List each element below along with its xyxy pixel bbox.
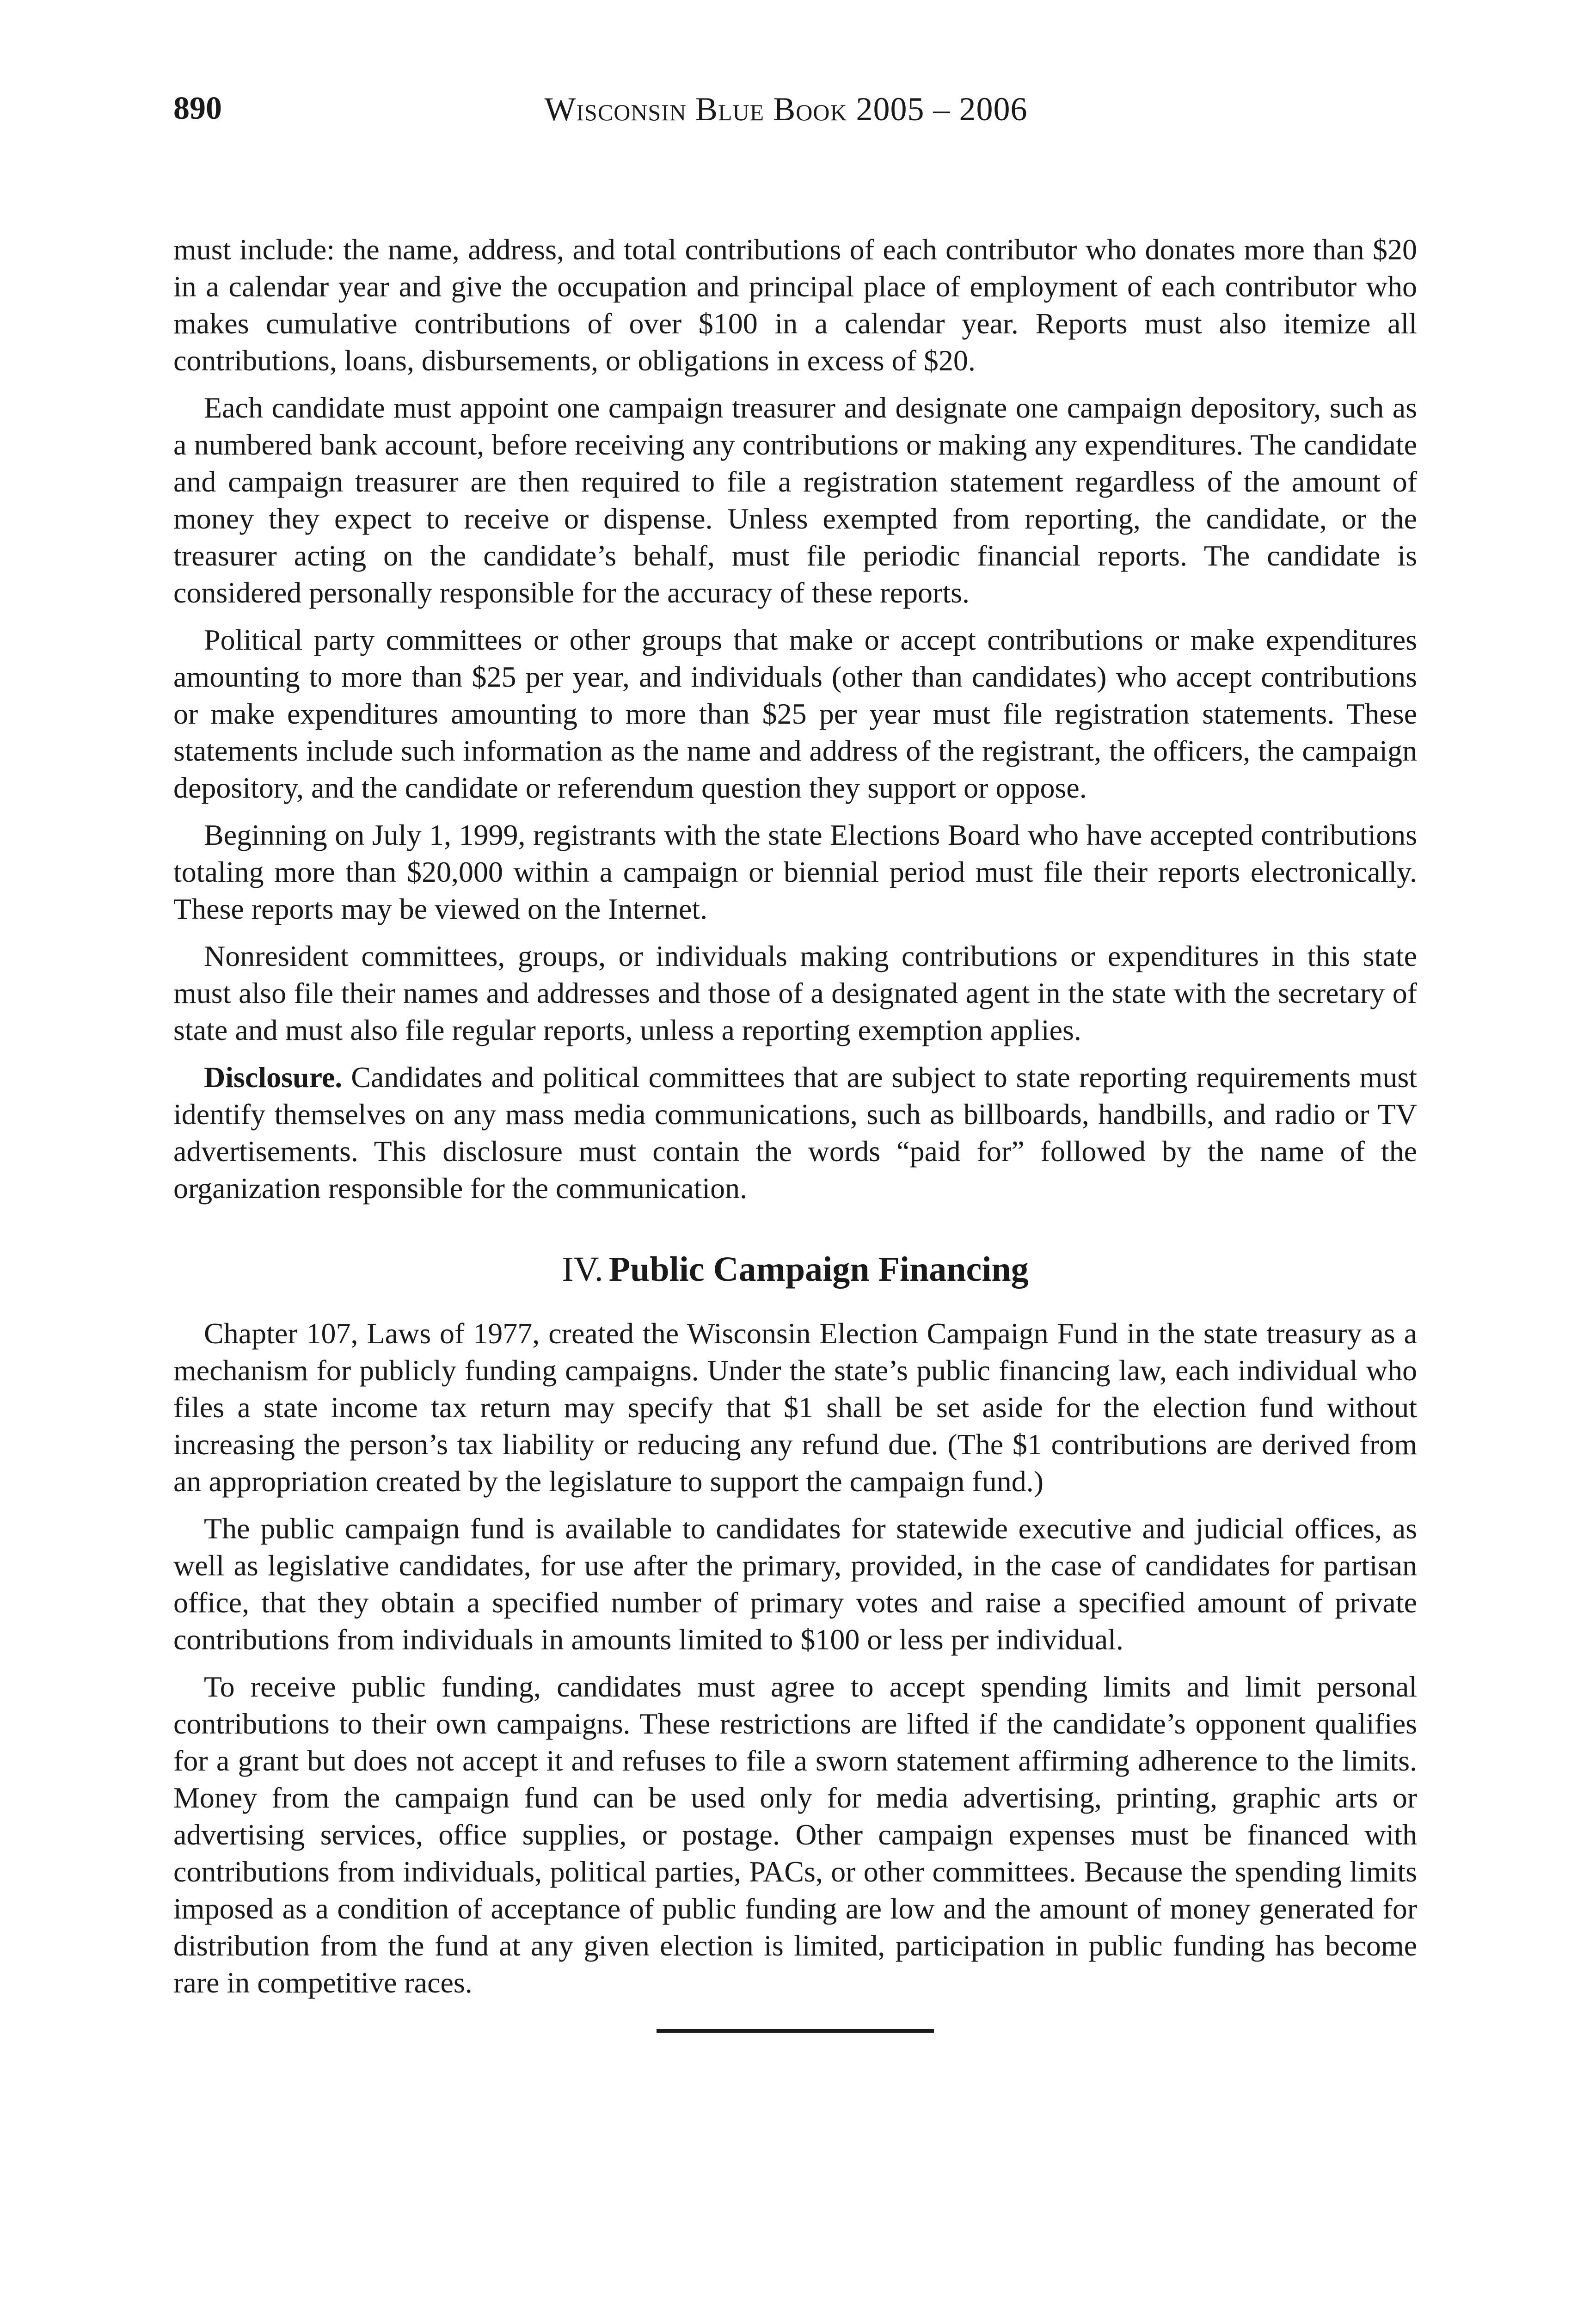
- body-paragraph-continued: must include: the name, address, and total contributions of each contributor who donates more than $20 in a calendar year and give the occupation and principal place of employment of each contributor who makes cumulative contributions of over $100 in a calendar year. Reports must also itemize all contributions, loans, disbursements, or obligations in excess of $20.: [173, 233, 1417, 377]
- body-paragraph: To receive public funding, candidates must agree to accept spending limits and limit personal contributions to their own campaigns. These restrictions are lifted if the candidate’s opponent qualifies for a grant but does not accept it and refuses to file a sworn statement affirming adherence to the limits. Money from the campaign fund can be used only for media advertising, printing, graphic arts or advertising services, office supplies, or postage. Other campaign expenses must be financed with contributions from individuals, political parties, PACs, or other committees. Because the spending limits imposed as a condition of acceptance of public funding are low and the amount of money generated for distribution from the fund at any given election is limited, participation in public funding has become rare in competitive races.: [173, 1670, 1417, 1999]
- section-title: Public Campaign Financing: [608, 1250, 1029, 1289]
- body-paragraph: Nonresident committees, groups, or individuals making contributions or expenditures in this state must also file their names and addresses and those of a designated agent in the state with the secretary of state and must also file regular reports, unless a reporting exemption applies.: [173, 940, 1417, 1046]
- section-end-rule: [657, 2029, 934, 2033]
- page-header: [0, 0, 1596, 139]
- disclosure-paragraph: [173, 1059, 1417, 1207]
- body-paragraph: Chapter 107, Laws of 1977, created the Wisconsin Election Campaign Fund in the state treasury as a mechanism for publicly funding campaigns. Under the state’s public financing law, each individual who files a state income tax return may specify that $1 shall be set aside for the election fund without increasing the person’s tax liability or reducing any refund due. (The $1 contributions are derived from an appropriation created by the legislature to support the campaign fund.): [173, 1317, 1417, 1498]
- body-paragraph: The public campaign fund is available to candidates for statewide executive and judicial offices, as well as legislative candidates, for use after the primary, provided, in the case of candidates for partisan office, that they obtain a specified number of primary votes and raise a specified amount of private contributions from individuals in amounts limited to $100 or less per individual.: [173, 1512, 1417, 1656]
- page-number: 890: [173, 91, 222, 126]
- disclosure-run-in-heading: Disclosure.: [204, 1061, 343, 1094]
- page-body: [173, 231, 1417, 2033]
- disclosure-text: Candidates and political committees that are subject to state reporting requirements must identify themselves on any mass media communications, such as billboards, handbills, and radio or TV advertisements. This disclosure must contain the words “paid for” followed by the name of the organization responsible for the communication.: [173, 1061, 1417, 1205]
- body-paragraph: Beginning on July 1, 1999, registrants with the state Elections Board who have accepted contributions totaling more than $20,000 within a campaign or biennial period must file their reports electronically. These reports may be viewed on the Internet.: [173, 818, 1417, 925]
- running-head: Wisconsin Blue Book 2005 – 2006: [544, 91, 1028, 128]
- section-numeral: IV.: [562, 1250, 603, 1289]
- section-heading: [173, 1248, 1417, 1290]
- body-paragraph: Each candidate must appoint one campaign treasurer and designate one campaign depository, such as a numbered bank account, before receiving any contributions or making any expenditures. The candidate and campaign treasurer are then required to file a registration statement regardless of the amount of money they expect to receive or dispense. Unless exempted from reporting, the candidate, or the treasurer acting on the candidate’s behalf, must file periodic financial reports. The candidate is considered personally responsible for the accuracy of these reports.: [173, 391, 1417, 609]
- body-paragraph: Political party committees or other groups that make or accept contributions or make expenditures amounting to more than $25 per year, and individuals (other than candidates) who accept contributions or make expenditures amounting to more than $25 per year must file registration statements. These statements include such information as the name and address of the registrant, the officers, the campaign depository, and the candidate or referendum question they support or oppose.: [173, 623, 1417, 804]
